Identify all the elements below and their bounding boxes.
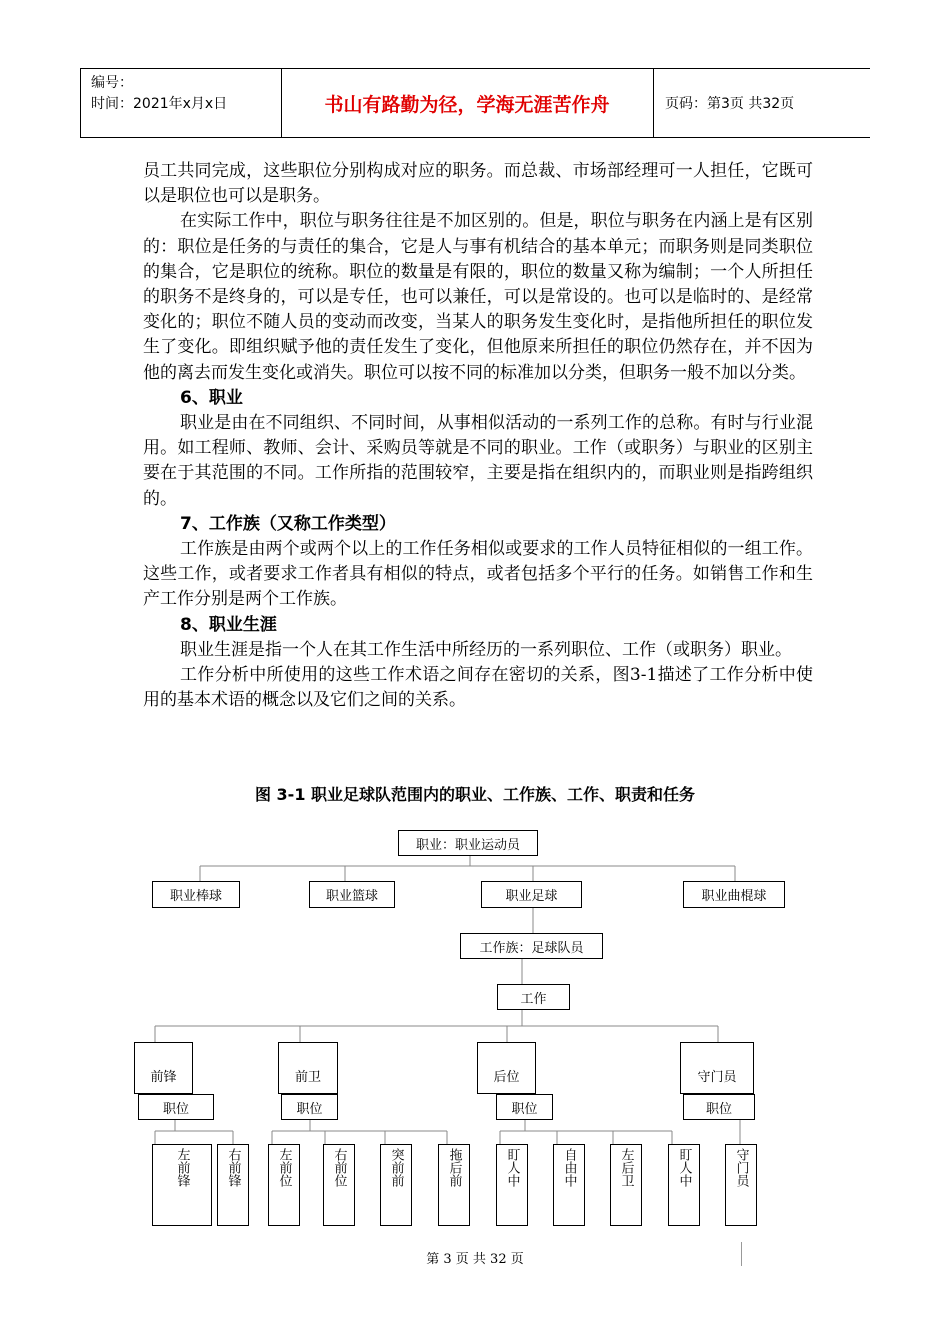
task-node: 守门员 — [725, 1144, 757, 1226]
header-motto: 书山有路勤为径，学海无涯苦作舟 — [281, 69, 654, 137]
occupation-node-basketball: 职业篮球 — [309, 881, 395, 908]
position-node-goalkeeper: 守门员 — [680, 1042, 754, 1094]
task-node: 左后卫 — [610, 1144, 642, 1226]
job-family-node: 工作族：足球队员 — [460, 933, 603, 959]
paragraph: 职业是由在不同组织、不同时间，从事相似活动的一系列工作的总称。有时与行业混用。如工程师、教师、会计、采购员等就是不同的职业。工作（或职务）与职业的区别主要在于其范围的不同。工作所指的范围较窄，主要是指在组织内的，而职业则是指跨组织的。 — [143, 413, 813, 509]
paragraph: 职业生涯是指一个人在其工作生活中所经历的一系列职位、工作（或职务）职业。 — [180, 639, 792, 660]
paragraph: 工作族是由两个或两个以上的工作任务相似或要求的工作人员特征相似的一组工作。这些工作，或者要求工作者具有相似的特点，或者包括多个平行的任务。如销售工作和生产工作分别是两个工作族。 — [143, 539, 813, 610]
position-label: 职位 — [683, 1094, 755, 1120]
occupation-node-baseball: 职业棒球 — [152, 881, 240, 908]
section-heading: 7、工作族（又称工作类型） — [180, 513, 396, 534]
position-node-back: 后位 — [477, 1042, 536, 1094]
task-node: 自由中 — [553, 1144, 585, 1226]
task-node: 盯人中 — [496, 1144, 528, 1226]
position-label: 职位 — [496, 1094, 553, 1120]
position-label: 职位 — [281, 1094, 338, 1120]
task-node: 右前锋 — [217, 1144, 249, 1226]
task-node: 盯人中 — [668, 1144, 700, 1226]
header-page-label: 页码：第3页 共32页 — [665, 96, 795, 112]
job-node: 工作 — [497, 984, 570, 1010]
occupation-root-node: 职业：职业运动员 — [398, 830, 538, 856]
paragraph: 员工共同完成，这些职位分别构成对应的职务。而总裁、市场部经理可一人担任，它既可以是职位也可以是职务。 — [143, 161, 813, 207]
task-node: 左前锋 — [152, 1144, 212, 1226]
header-meta — [80, 69, 282, 137]
task-node: 拖后前 — [438, 1144, 470, 1226]
page-header — [80, 68, 870, 138]
paragraph: 工作分析中所使用的这些工作术语之间存在密切的关系，图3-1描述了工作分析中使用的基本术语的概念以及它们之间的关系。 — [143, 665, 813, 711]
page-footer: 第 3 页 共 32 页 — [426, 1252, 524, 1267]
paragraph: 在实际工作中，职位与职务往往是不加区别的。但是，职位与职务在内涵上是有区别的：职位是任务的与责任的集合，它是人与事有机结合的基本单元；而职务则是同类职位的集合，它是职位的统称。职位的数量是有限的，职位的数量又称为编制；一个人所担任的职务不是终身的，可以是专任，也可以兼任，可以是常设的。也可以是临时的、是经常变化的；职位不随人员的变动而改变，当某人的职务发生变化时，是指他所担任的职位发生了变化。即组织赋予他的责任发生了变化，但他原来所担任的职位仍然存在，并不因为他的离去而发生变化或消失。职位可以按不同的标准加以分类，但职务一般不加以分类。 — [143, 211, 813, 383]
time-label: 时间：2021年x月x日 — [91, 96, 228, 112]
figure-title: 图 3-1 职业足球队范围内的职业、工作族、工作、职责和任务 — [254, 785, 696, 804]
task-node: 右前位 — [323, 1144, 355, 1226]
position-node-midfield: 前卫 — [278, 1042, 338, 1094]
number-label: 编号： — [91, 75, 133, 91]
occupation-node-football: 职业足球 — [481, 881, 582, 908]
occupation-node-hockey: 职业曲棍球 — [683, 881, 785, 908]
task-node: 突前前 — [380, 1144, 412, 1226]
section-heading: 6、职业 — [180, 387, 243, 408]
position-label: 职位 — [138, 1094, 214, 1120]
section-heading: 8、职业生涯 — [180, 614, 277, 635]
body-text — [143, 159, 813, 713]
position-node-forward: 前锋 — [134, 1042, 193, 1094]
task-node: 左前位 — [268, 1144, 300, 1226]
